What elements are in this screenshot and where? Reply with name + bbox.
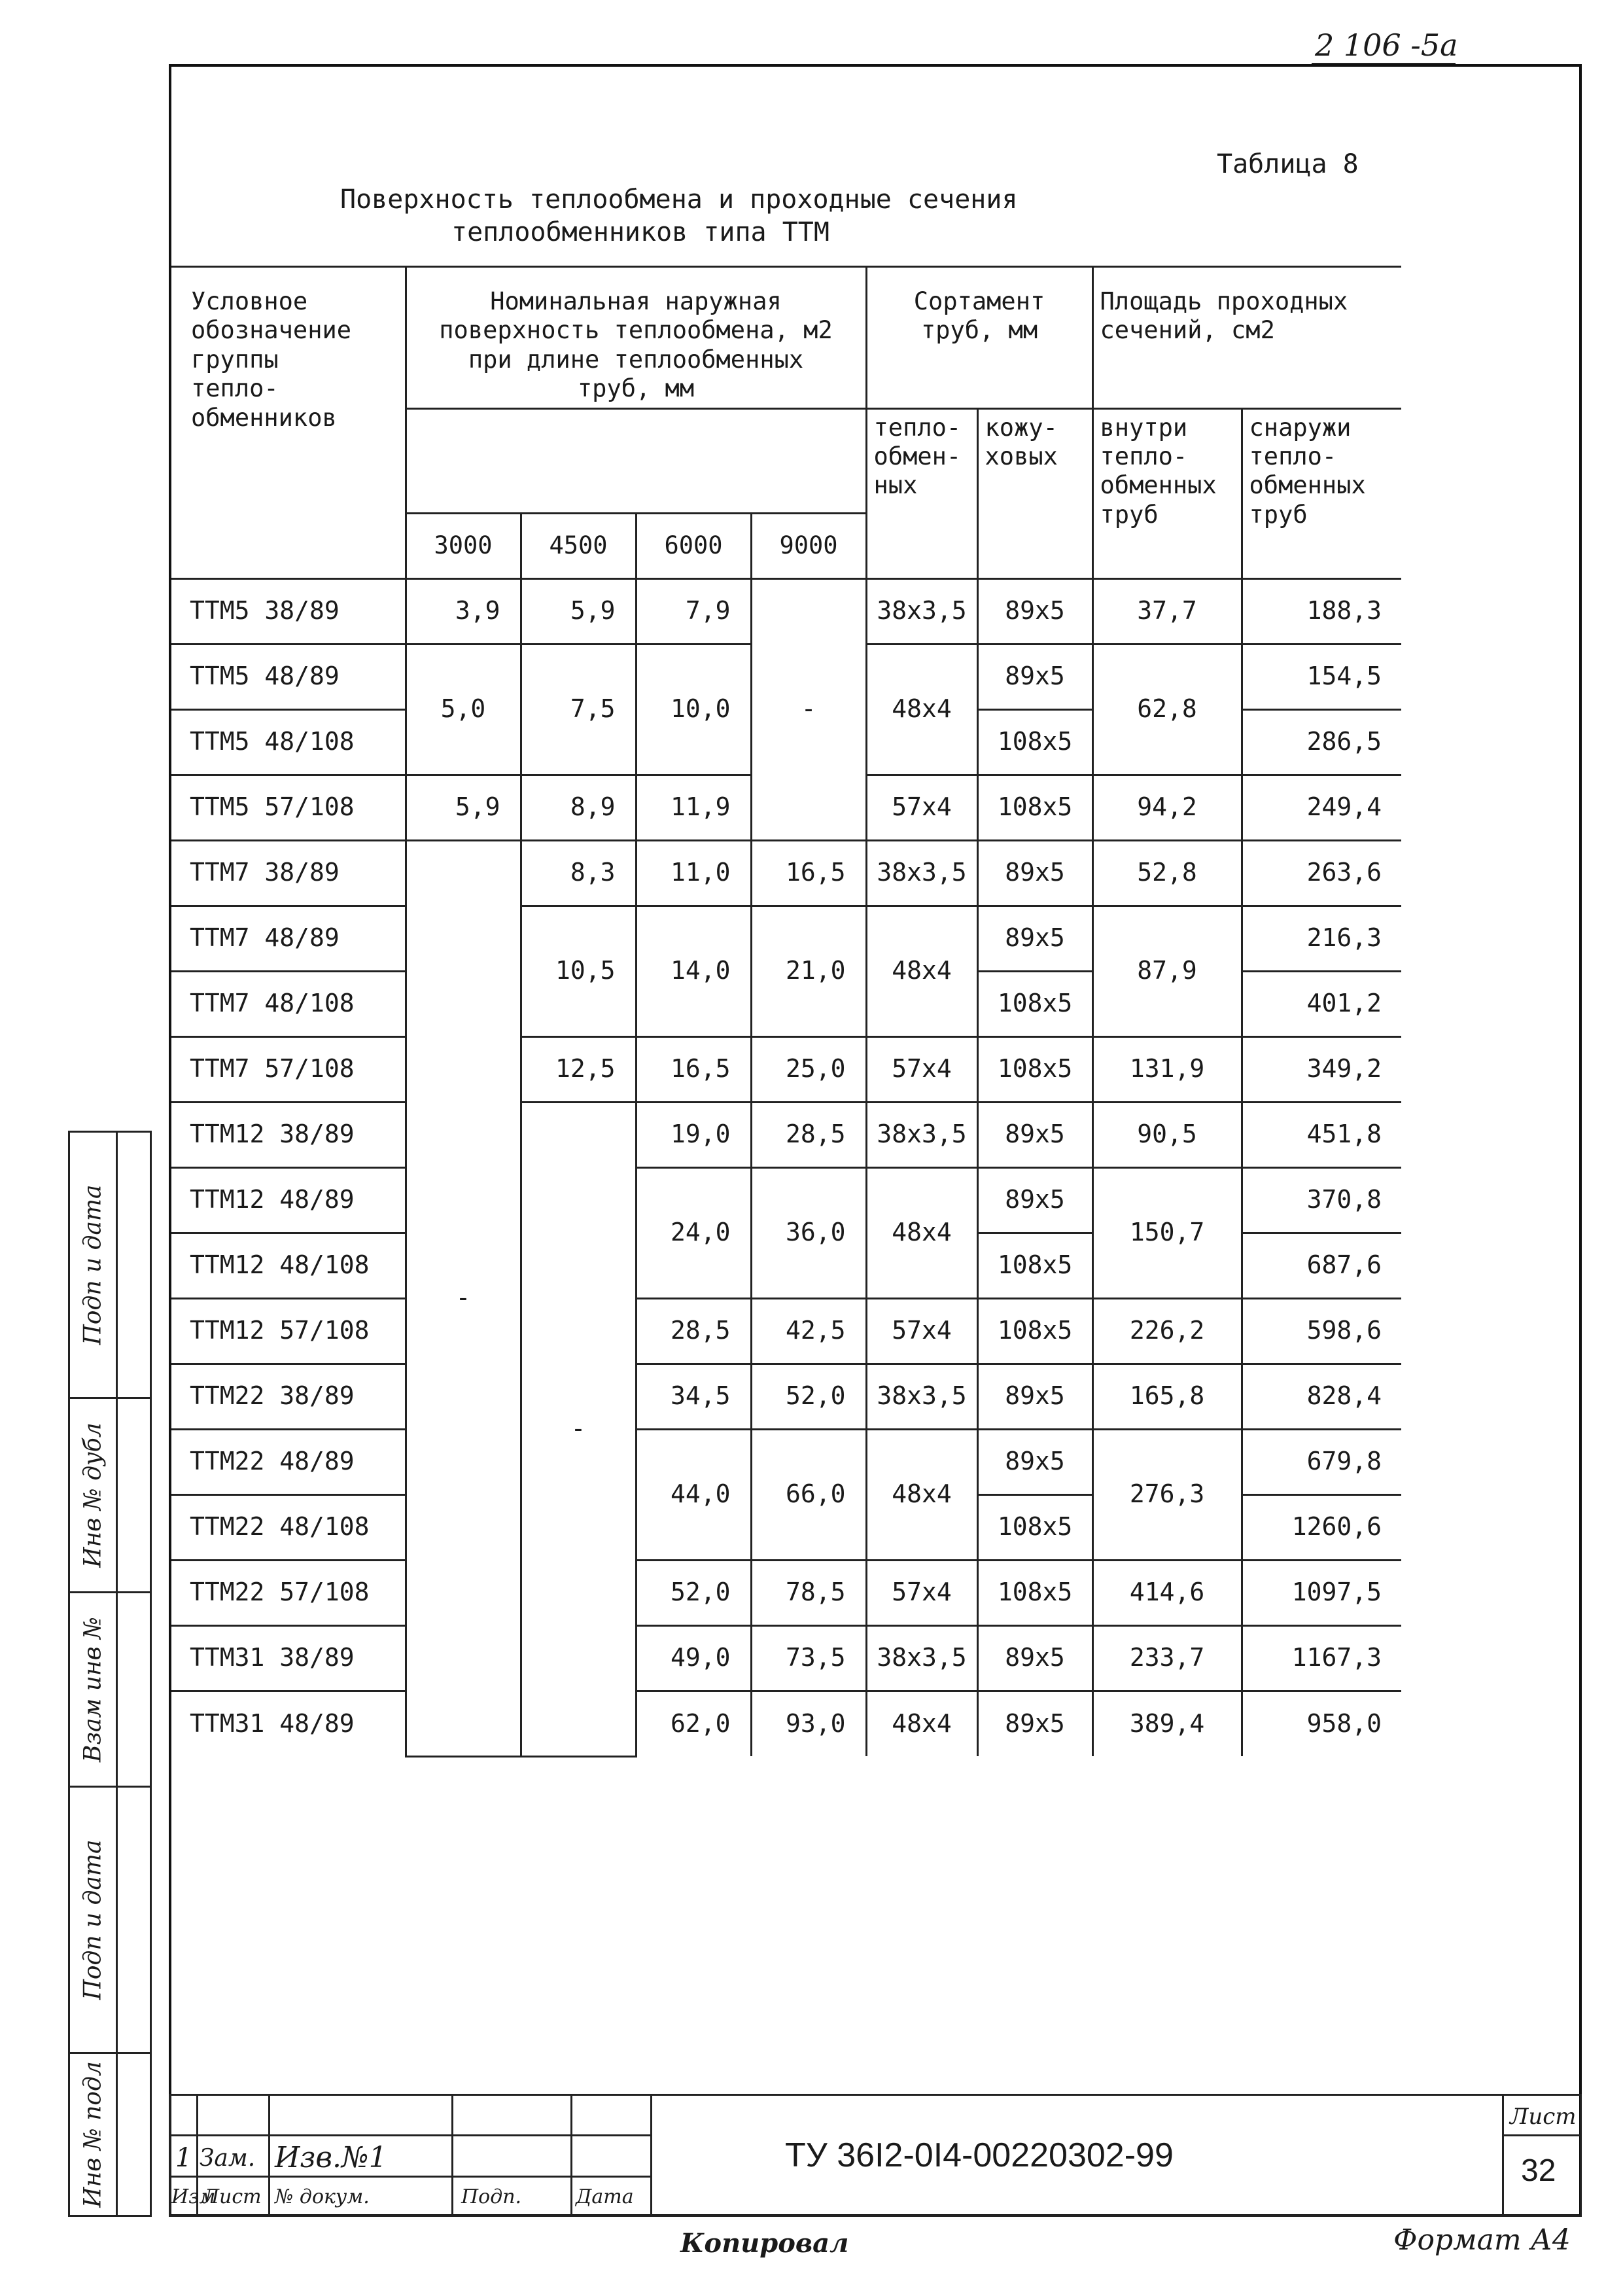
cell-s9000: 52,0 bbox=[751, 1364, 866, 1429]
tb-line bbox=[169, 2176, 650, 2178]
cell-s9000: 25,0 bbox=[751, 1036, 866, 1102]
cell-area-out: 263,6 bbox=[1242, 840, 1401, 906]
cell-s6000: 11,9 bbox=[636, 775, 751, 840]
cell-s9000: 36,0 bbox=[751, 1167, 866, 1298]
side-label: Взам инв № bbox=[79, 1616, 107, 1763]
cell-tube-outer: 89x5 bbox=[977, 578, 1092, 644]
row-name: ТТМ12 48/108 bbox=[171, 1233, 406, 1298]
cell-area-out: 249,4 bbox=[1242, 775, 1401, 840]
cell-tube-inner: 48x4 bbox=[866, 644, 977, 775]
cell-s6000: 19,0 bbox=[636, 1102, 751, 1167]
tb-line bbox=[169, 2134, 650, 2136]
header-surface: Номинальная наружная поверхность теплообмена, м2 при длине теплообменных труб, мм bbox=[406, 267, 866, 409]
header-area-outer: снаружи тепло- обменных труб bbox=[1242, 408, 1401, 578]
cell-area-out: 349,2 bbox=[1242, 1036, 1401, 1102]
cell-s6000: 52,0 bbox=[636, 1560, 751, 1625]
table-row bbox=[171, 1691, 1401, 1756]
cell-area-out: 958,0 bbox=[1242, 1691, 1401, 1756]
cell-tube-inner: 48x4 bbox=[866, 1691, 977, 1756]
tb-line bbox=[268, 2094, 270, 2217]
tb-line bbox=[1502, 2094, 1504, 2217]
header-sortament: Сортамент труб, мм bbox=[866, 267, 1092, 409]
heat-exchanger-table bbox=[171, 266, 1401, 1757]
cell-s6000: 24,0 bbox=[636, 1167, 751, 1298]
cell-area-out: 679,8 bbox=[1242, 1429, 1401, 1494]
cell-area-out: 154,5 bbox=[1242, 644, 1401, 709]
tb-line bbox=[451, 2094, 453, 2217]
table-row bbox=[171, 1036, 1401, 1102]
col-podp: Подп. bbox=[461, 2185, 522, 2208]
cell-s9000: 28,5 bbox=[751, 1102, 866, 1167]
cell-area-in: 94,2 bbox=[1092, 775, 1242, 840]
row-name: ТТМ12 38/89 bbox=[171, 1102, 406, 1167]
side-label: Инв № подл bbox=[79, 2061, 107, 2208]
cell-s9000: 16,5 bbox=[751, 840, 866, 906]
cell-s6000: 10,0 bbox=[636, 644, 751, 775]
cell-tube-outer: 108x5 bbox=[977, 1036, 1092, 1102]
cell-s4500: 10,5 bbox=[521, 906, 636, 1036]
cell-area-in: 62,8 bbox=[1092, 644, 1242, 775]
row-name: ТТМ22 57/108 bbox=[171, 1560, 406, 1625]
row-name: ТТМ31 38/89 bbox=[171, 1625, 406, 1691]
cell-s4500: 8,3 bbox=[521, 840, 636, 906]
row-name: ТТМ31 48/89 bbox=[171, 1691, 406, 1756]
row-name: ТТМ12 48/89 bbox=[171, 1167, 406, 1233]
cell-s9000: 21,0 bbox=[751, 906, 866, 1036]
row-name: ТТМ5 48/89 bbox=[171, 644, 406, 709]
header-len-3000: 3000 bbox=[406, 513, 521, 578]
cell-s9000: 66,0 bbox=[751, 1429, 866, 1560]
table-row bbox=[171, 1102, 1401, 1167]
side-label: Инв № дубл bbox=[79, 1422, 107, 1568]
cell-area-out: 216,3 bbox=[1242, 906, 1401, 971]
cell-area-out: 598,6 bbox=[1242, 1298, 1401, 1364]
table-row bbox=[171, 1298, 1401, 1364]
cell-s6000: 34,5 bbox=[636, 1364, 751, 1429]
side-box-podp-data-top bbox=[68, 1131, 152, 1399]
row-name: ТТМ7 48/89 bbox=[171, 906, 406, 971]
footer-format: Формат А4 bbox=[1393, 2223, 1571, 2257]
cell-s3000-dash: - bbox=[406, 840, 521, 1756]
cell-area-out: 286,5 bbox=[1242, 709, 1401, 775]
header-area-inner: внутри тепло- обменных труб bbox=[1092, 408, 1242, 578]
cell-tube-inner: 57x4 bbox=[866, 775, 977, 840]
row-name: ТТМ5 38/89 bbox=[171, 578, 406, 644]
row-name: ТТМ5 57/108 bbox=[171, 775, 406, 840]
cell-tube-outer: 108x5 bbox=[977, 1560, 1092, 1625]
cell-tube-outer: 89x5 bbox=[977, 1364, 1092, 1429]
table-row bbox=[171, 578, 1401, 644]
sheet-number: 32 bbox=[1521, 2153, 1556, 2188]
cell-tube-inner: 38x3,5 bbox=[866, 1625, 977, 1691]
cell-s3000: 5,9 bbox=[406, 775, 521, 840]
header-sort-outer: кожу- ховых bbox=[977, 408, 1092, 578]
cell-s6000: 44,0 bbox=[636, 1429, 751, 1560]
rev-type: Зам. bbox=[200, 2145, 256, 2172]
row-name: ТТМ12 57/108 bbox=[171, 1298, 406, 1364]
row-name: ТТМ22 48/89 bbox=[171, 1429, 406, 1494]
cell-s9000: 73,5 bbox=[751, 1625, 866, 1691]
cell-area-in: 276,3 bbox=[1092, 1429, 1242, 1560]
cell-tube-outer: 108x5 bbox=[977, 775, 1092, 840]
cell-tube-inner: 38x3,5 bbox=[866, 840, 977, 906]
table-number: Таблица 8 bbox=[1217, 149, 1359, 179]
table-row bbox=[171, 906, 1401, 971]
cell-tube-outer: 89x5 bbox=[977, 1691, 1092, 1756]
cell-s6000: 14,0 bbox=[636, 906, 751, 1036]
header-designation: Условное обозначение группы тепло- обменников bbox=[171, 267, 406, 579]
cell-tube-inner: 38x3,5 bbox=[866, 578, 977, 644]
cell-area-in: 131,9 bbox=[1092, 1036, 1242, 1102]
cell-area-out: 828,4 bbox=[1242, 1364, 1401, 1429]
footer-copied: Копировал bbox=[680, 2228, 849, 2259]
table-row bbox=[171, 840, 1401, 906]
table-title-line2: теплообменников типа ТТМ bbox=[451, 217, 829, 247]
cell-tube-inner: 48x4 bbox=[866, 906, 977, 1036]
cell-tube-outer: 108x5 bbox=[977, 1233, 1092, 1298]
header-len-6000: 6000 bbox=[636, 513, 751, 578]
document-number: ТУ 36I2-0I4-00220302-99 bbox=[785, 2136, 1174, 2174]
cell-tube-outer: 108x5 bbox=[977, 709, 1092, 775]
cell-tube-inner: 57x4 bbox=[866, 1560, 977, 1625]
cell-tube-outer: 89x5 bbox=[977, 1167, 1092, 1233]
cell-s6000: 49,0 bbox=[636, 1625, 751, 1691]
header-surface-continued bbox=[406, 408, 866, 513]
cell-tube-outer: 108x5 bbox=[977, 1494, 1092, 1560]
side-box-vzam-inv bbox=[68, 1591, 152, 1788]
cell-s4500: 8,9 bbox=[521, 775, 636, 840]
table-row bbox=[171, 1429, 1401, 1494]
cell-area-out: 687,6 bbox=[1242, 1233, 1401, 1298]
cell-area-in: 165,8 bbox=[1092, 1364, 1242, 1429]
header-len-4500: 4500 bbox=[521, 513, 636, 578]
cell-tube-outer: 89x5 bbox=[977, 1102, 1092, 1167]
cell-s4500: 5,9 bbox=[521, 578, 636, 644]
cell-tube-outer: 89x5 bbox=[977, 906, 1092, 971]
side-box-inv-dubl bbox=[68, 1397, 152, 1593]
cell-tube-inner: 48x4 bbox=[866, 1429, 977, 1560]
cell-s6000: 16,5 bbox=[636, 1036, 751, 1102]
table-row bbox=[171, 1560, 1401, 1625]
cell-tube-outer: 89x5 bbox=[977, 840, 1092, 906]
cell-s6000: 7,9 bbox=[636, 578, 751, 644]
header-sort-inner: тепло- обмен- ных bbox=[866, 408, 977, 578]
cell-s9000: 42,5 bbox=[751, 1298, 866, 1364]
col-izm: Изм bbox=[171, 2185, 216, 2208]
tb-line bbox=[570, 2094, 572, 2217]
cell-area-in: 414,6 bbox=[1092, 1560, 1242, 1625]
cell-area-out: 370,8 bbox=[1242, 1167, 1401, 1233]
cell-tube-inner: 38x3,5 bbox=[866, 1102, 977, 1167]
cell-tube-inner: 48x4 bbox=[866, 1167, 977, 1298]
rev-doc: Изв.№1 bbox=[275, 2141, 387, 2174]
cell-tube-outer: 89x5 bbox=[977, 1625, 1092, 1691]
cell-area-out: 1260,6 bbox=[1242, 1494, 1401, 1560]
cell-s6000: 11,0 bbox=[636, 840, 751, 906]
table-title-line1: Поверхность теплообмена и проходные сечения bbox=[340, 185, 1018, 215]
cell-s3000: 3,9 bbox=[406, 578, 521, 644]
cell-area-out: 188,3 bbox=[1242, 578, 1401, 644]
cell-tube-inner: 57x4 bbox=[866, 1036, 977, 1102]
cell-s6000: 28,5 bbox=[636, 1298, 751, 1364]
row-name: ТТМ22 48/108 bbox=[171, 1494, 406, 1560]
cell-area-out: 1097,5 bbox=[1242, 1560, 1401, 1625]
header-area: Площадь проходных сечений, см2 bbox=[1092, 267, 1401, 409]
tb-line bbox=[1502, 2134, 1582, 2136]
table-row bbox=[171, 1625, 1401, 1691]
cell-s4500-dash: - bbox=[521, 1102, 636, 1756]
rev-number: 1 bbox=[175, 2143, 192, 2173]
side-label: Подп и дата bbox=[79, 1839, 107, 2000]
side-box-podp-data-bottom bbox=[68, 1786, 152, 2054]
cell-s9000-dash: - bbox=[751, 578, 866, 840]
cell-area-in: 90,5 bbox=[1092, 1102, 1242, 1167]
cell-area-in: 87,9 bbox=[1092, 906, 1242, 1036]
row-name: ТТМ7 57/108 bbox=[171, 1036, 406, 1102]
col-data: Дата bbox=[576, 2185, 634, 2208]
cell-area-out: 1167,3 bbox=[1242, 1625, 1401, 1691]
cell-tube-inner: 57x4 bbox=[866, 1298, 977, 1364]
cell-tube-outer: 108x5 bbox=[977, 971, 1092, 1036]
cell-s9000: 78,5 bbox=[751, 1560, 866, 1625]
row-name: ТТМ5 48/108 bbox=[171, 709, 406, 775]
cell-s3000: 5,0 bbox=[406, 644, 521, 775]
cell-s6000: 62,0 bbox=[636, 1691, 751, 1756]
row-name: ТТМ7 48/108 bbox=[171, 971, 406, 1036]
cell-area-in: 37,7 bbox=[1092, 578, 1242, 644]
cell-area-in: 52,8 bbox=[1092, 840, 1242, 906]
col-list: Лист bbox=[203, 2185, 262, 2208]
tb-line bbox=[650, 2094, 652, 2217]
side-box-inv-podl bbox=[68, 2052, 152, 2217]
cell-tube-outer: 108x5 bbox=[977, 1298, 1092, 1364]
cell-tube-outer: 89x5 bbox=[977, 1429, 1092, 1494]
side-label: Подп и дата bbox=[79, 1184, 107, 1345]
cell-area-in: 226,2 bbox=[1092, 1298, 1242, 1364]
cell-s4500: 7,5 bbox=[521, 644, 636, 775]
cell-area-out: 451,8 bbox=[1242, 1102, 1401, 1167]
row-name: ТТМ7 38/89 bbox=[171, 840, 406, 906]
table-row bbox=[171, 1364, 1401, 1429]
sheet-label: Лист bbox=[1510, 2104, 1577, 2130]
col-doc: № докум. bbox=[275, 2185, 370, 2208]
cell-tube-inner: 38x3,5 bbox=[866, 1364, 977, 1429]
header-len-9000: 9000 bbox=[751, 513, 866, 578]
cell-s4500: 12,5 bbox=[521, 1036, 636, 1102]
cell-s9000: 93,0 bbox=[751, 1691, 866, 1756]
cell-area-in: 233,7 bbox=[1092, 1625, 1242, 1691]
cell-area-out: 401,2 bbox=[1242, 971, 1401, 1036]
cell-area-in: 389,4 bbox=[1092, 1691, 1242, 1756]
document-code: 2 106 -5а bbox=[1315, 27, 1458, 63]
cell-tube-outer: 89x5 bbox=[977, 644, 1092, 709]
cell-area-in: 150,7 bbox=[1092, 1167, 1242, 1298]
row-name: ТТМ22 38/89 bbox=[171, 1364, 406, 1429]
table-row bbox=[171, 1167, 1401, 1233]
